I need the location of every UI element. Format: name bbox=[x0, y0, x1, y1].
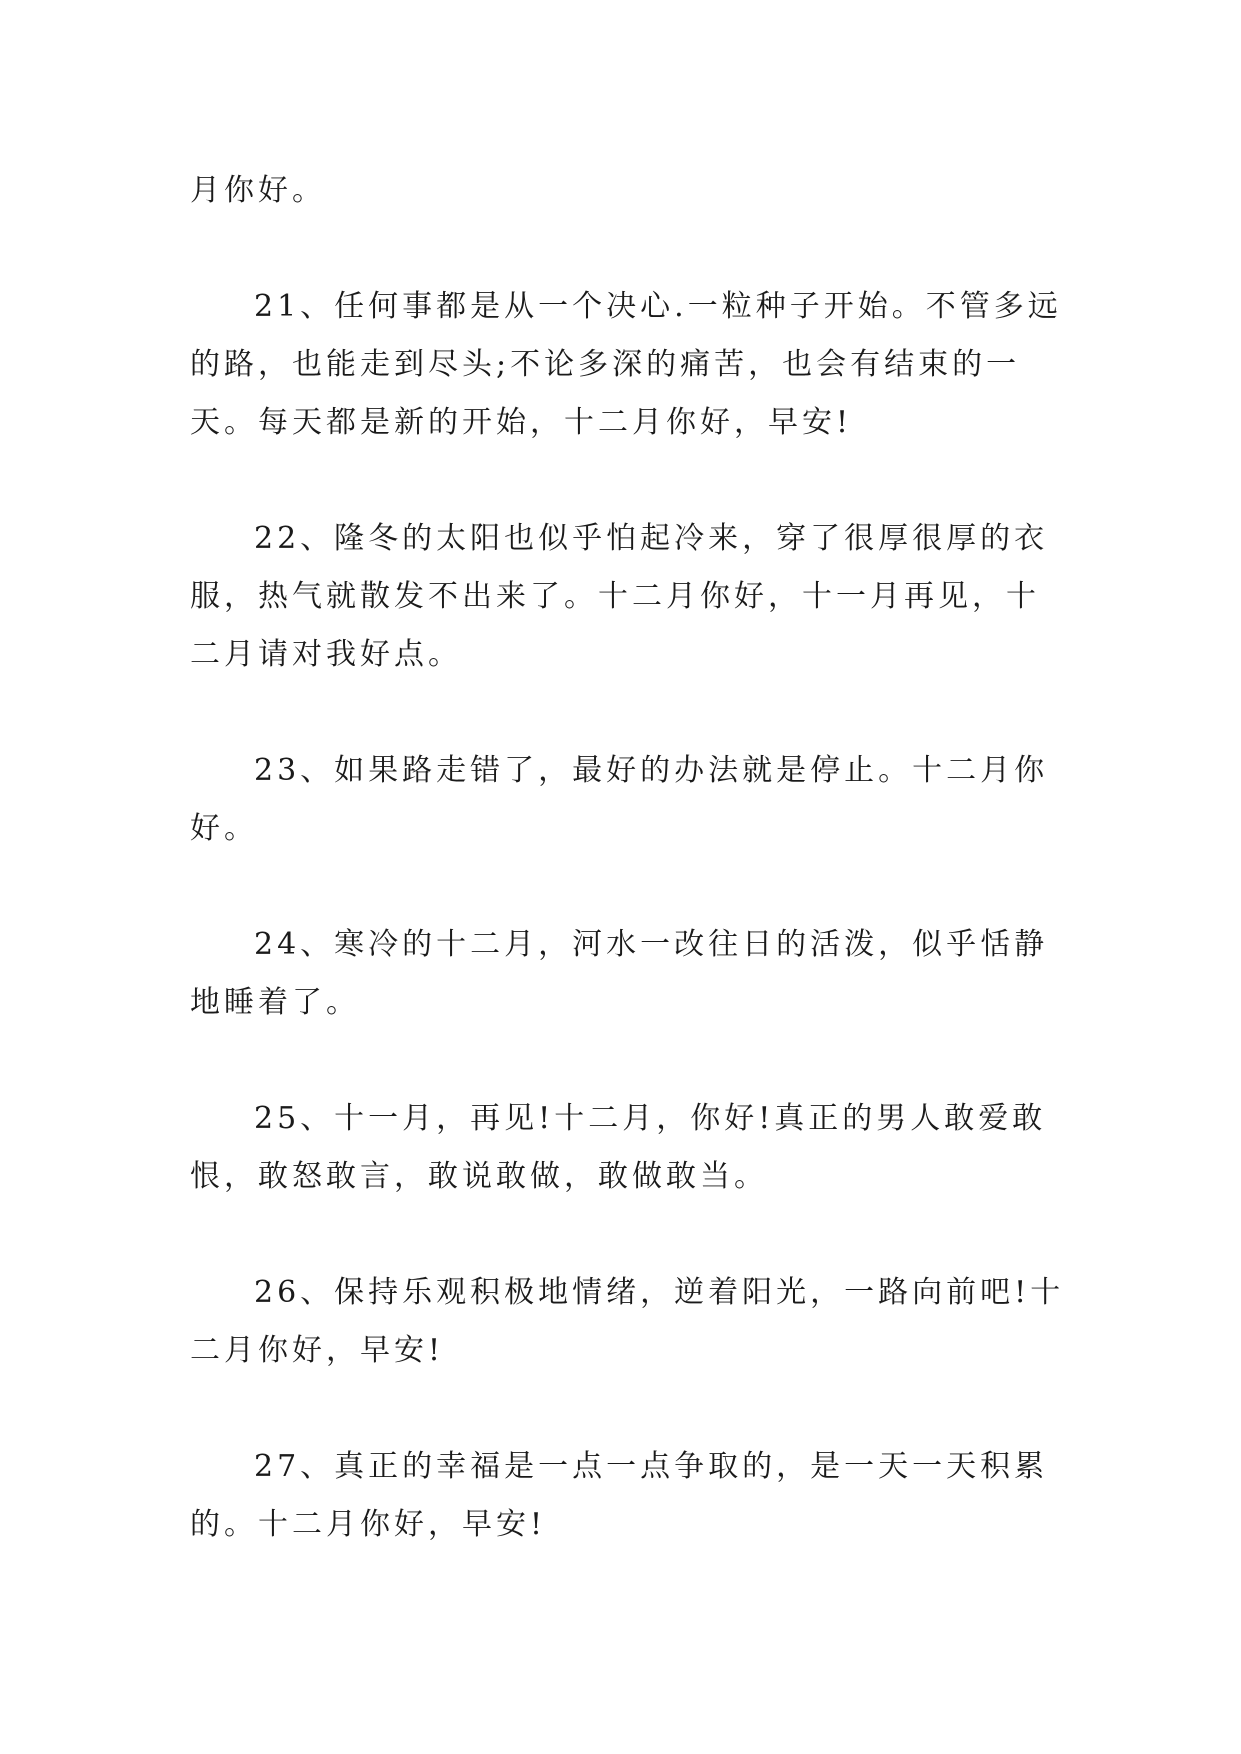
paragraph-24: 24、寒冷的十二月，河水一改往日的活泼，似乎恬静地睡着了。 bbox=[190, 927, 1049, 1020]
paragraph-continuation: 月你好。 bbox=[190, 173, 326, 208]
paragraph-25: 25、十一月，再见!十二月，你好!真正的男人敢爱敢恨，敢怒敢言，敢说敢做，敢做敢当。 bbox=[190, 1101, 1047, 1194]
paragraph-22: 22、隆冬的太阳也似乎怕起冷来，穿了很厚很厚的衣服，热气就散发不出来了。十二月你好，十一月再见，十二月请对我好点。 bbox=[190, 521, 1049, 672]
paragraph-26: 26、保持乐观积极地情绪，逆着阳光，一路向前吧!十二月你好，早安! bbox=[190, 1275, 1065, 1368]
paragraph-23: 23、如果路走错了，最好的办法就是停止。十二月你好。 bbox=[190, 753, 1049, 846]
paragraph-27: 27、真正的幸福是一点一点争取的，是一天一天积累的。十二月你好，早安! bbox=[190, 1449, 1049, 1542]
paragraph-21: 21、任何事都是从一个决心.一粒种子开始。不管多远的路，也能走到尽头;不论多深的痛苦，也会有结束的一天。每天都是新的开始，十二月你好，早安! bbox=[190, 289, 1062, 440]
document-body bbox=[190, 162, 1070, 1612]
